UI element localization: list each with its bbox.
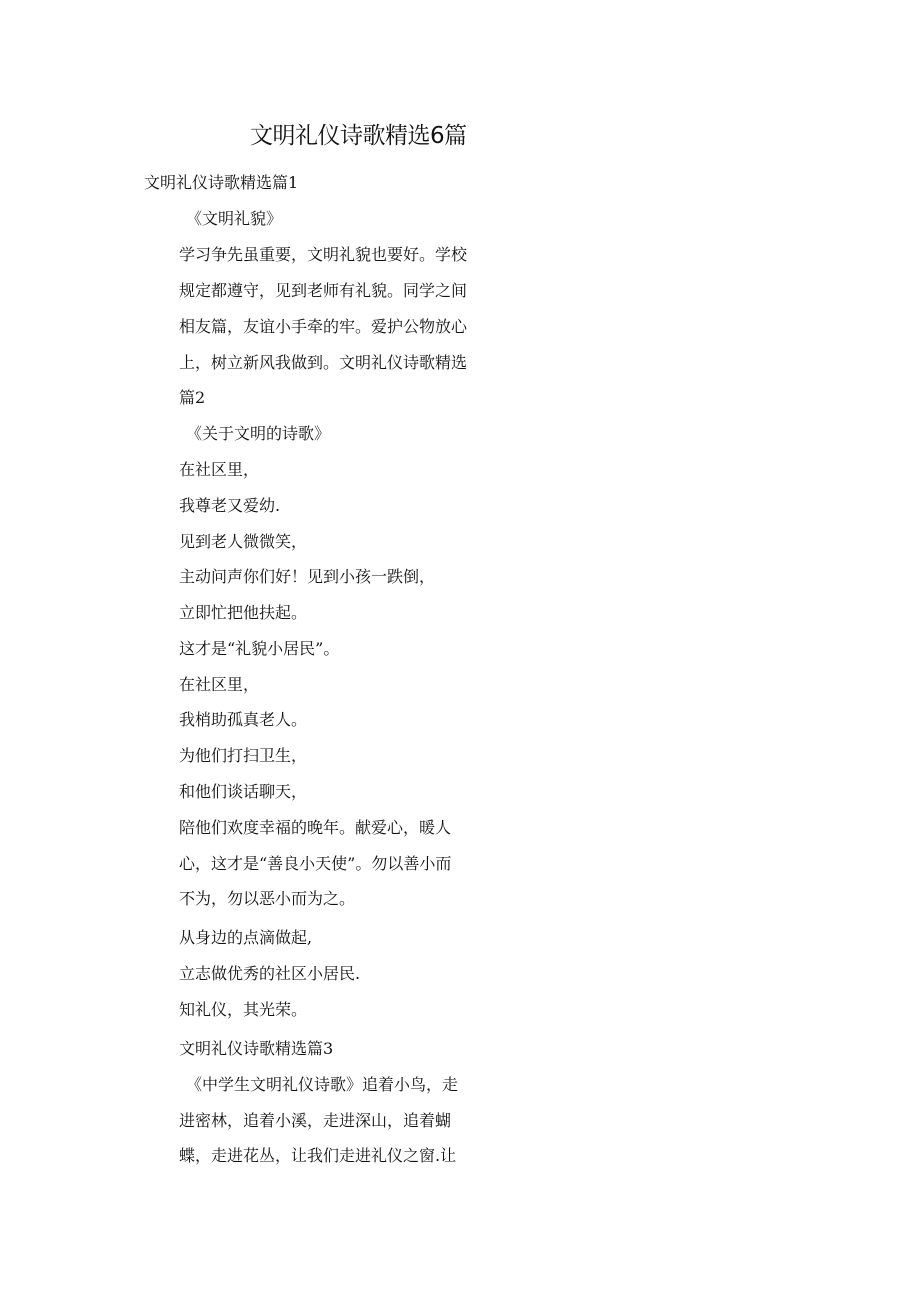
body-line: 我梢助孤真老人。 [179, 710, 308, 729]
poem-title-1: 《文明礼貌》 [186, 209, 283, 228]
body-line: 蝶，走进花丛，让我们走进礼仪之窗.让 [179, 1146, 457, 1165]
body-line: 在社区里， [179, 460, 260, 479]
body-line: 陪他们欢度幸福的晚年。献爱心，暖人 [179, 818, 452, 837]
body-line: 上，树立新风我做到。文明礼仪诗歌精选 [179, 353, 468, 372]
body-line: 为他们打扫卫生， [179, 746, 308, 765]
body-line: 立志做优秀的社区小居民. [179, 964, 361, 983]
body-line: 心，这才是“善良小天使”。勿以善小而 [179, 854, 452, 873]
body-line: 在社区里， [179, 675, 260, 694]
body-line: 篇2 [179, 388, 206, 407]
body-line: 见到老人微微笑， [179, 532, 308, 551]
poem-title-2: 《关于文明的诗歌》 [186, 424, 331, 443]
document-title: 文明礼仪诗歌精选6篇 [250, 123, 467, 149]
body-line: 这才是“礼貌小居民”。 [179, 639, 340, 658]
body-line: 和他们谈话聊天， [179, 782, 308, 801]
body-line: 不为，勿以恶小而为之。 [179, 889, 356, 908]
body-line: 规定都遵守，见到老师有礼貌。同学之间 [179, 281, 468, 300]
body-line: 学习争先虽重要，文明礼貌也要好。学校 [179, 245, 468, 264]
body-line: 进密林，追着小溪，走进深山，追着蝴 [179, 1111, 452, 1130]
section-heading-1: 文明礼仪诗歌精选篇1 [144, 173, 299, 192]
section-heading-3: 文明礼仪诗歌精选篇3 [179, 1039, 334, 1058]
body-line: 相友篇，友谊小手牵的牢。爱护公物放心 [179, 317, 468, 336]
body-line: 我尊老又爱幼. [179, 496, 281, 515]
body-line: 从身边的点滴做起, [179, 928, 313, 947]
body-line: 立即忙把他扶起。 [179, 603, 308, 622]
body-line: 《中学生文明礼仪诗歌》追着小鸟，走 [186, 1075, 459, 1094]
body-line: 知礼仪，其光荣。 [179, 1000, 308, 1019]
body-line: 主动问声你们好！见到小孩一跌倒， [179, 567, 436, 586]
